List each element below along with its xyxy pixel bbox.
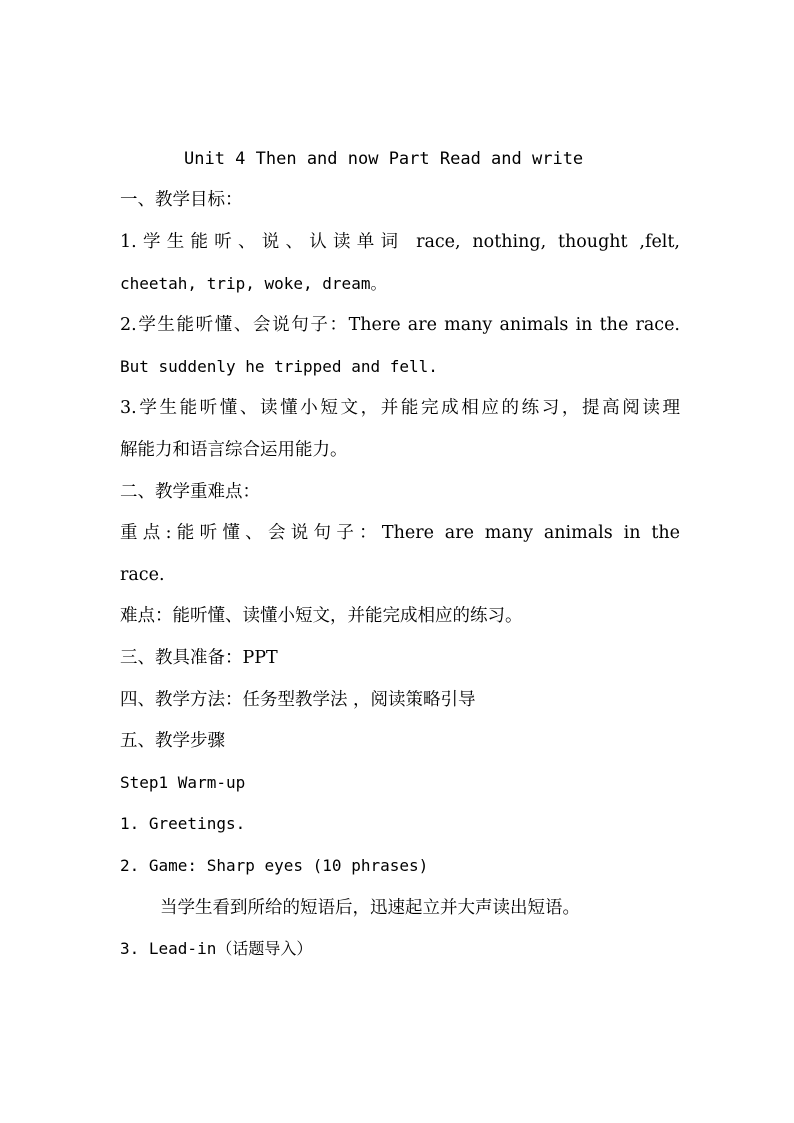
key-point-line-1: 重点:能听懂、会说句子：There are many animals in the xyxy=(120,523,680,543)
objective-2-line-2: But suddenly he tripped and fell. xyxy=(120,357,438,376)
objective-3-line-1: 3.学生能听懂、读懂小短文，并能完成相应的练习，提高阅读理 xyxy=(120,398,680,418)
difficult-point: 难点：能听懂、读懂小短文，并能完成相应的练习。 xyxy=(120,606,523,626)
section-heading-materials: 三、教具准备：PPT xyxy=(120,648,278,668)
document-title: Unit 4 Then and now Part Read and write xyxy=(184,149,584,169)
objective-1-line-1: 1.学生能听、说、认读单词 race, nothing, thought ,felt, xyxy=(120,232,680,252)
section-heading-key-points: 二、教学重难点： xyxy=(120,482,260,502)
warm-up-item-lead-in: 3. Lead-in（话题导入） xyxy=(120,939,313,958)
warm-up-item-greetings: 1. Greetings. xyxy=(120,814,246,833)
section-heading-objectives: 一、教学目标： xyxy=(120,190,243,210)
warm-up-item-game: 2. Game: Sharp eyes (10 phrases) xyxy=(120,856,429,875)
step-1-warm-up: Step1 Warm-up xyxy=(120,773,246,792)
section-heading-methods: 四、教学方法：任务型教学法 ，阅读策略引导 xyxy=(120,690,476,710)
objective-1-line-2: cheetah, trip, woke, dream。 xyxy=(120,274,387,293)
game-instruction: 当学生看到所给的短语后，迅速起立并大声读出短语。 xyxy=(160,898,580,918)
objective-3-line-2: 解能力和语言综合运用能力。 xyxy=(120,440,348,460)
key-point-line-2: race. xyxy=(120,565,165,585)
objective-2-line-1: 2.学生能听懂、会说句子：There are many animals in the race. xyxy=(120,315,680,335)
section-heading-procedure: 五、教学步骤 xyxy=(120,731,225,751)
